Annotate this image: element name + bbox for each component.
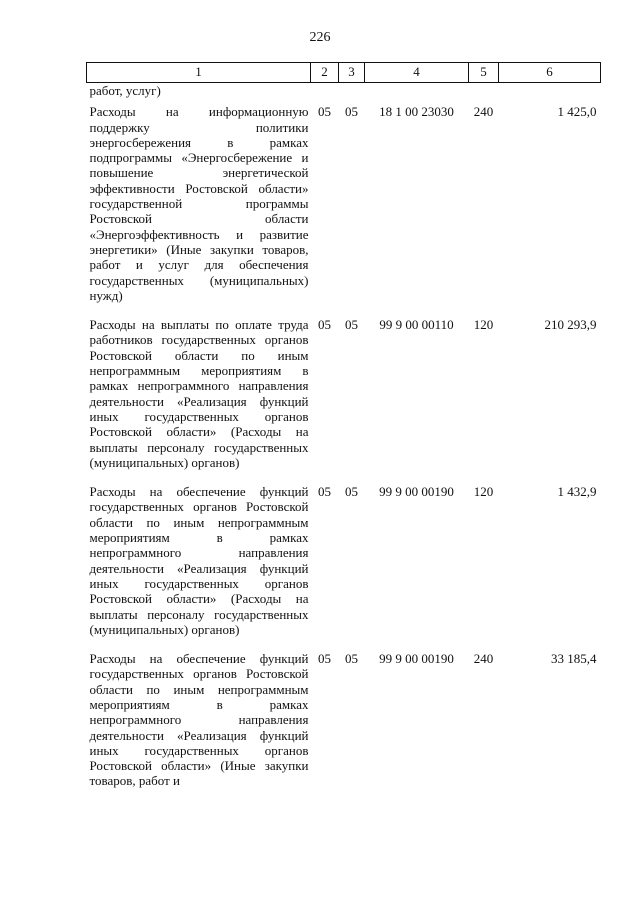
row-description: Расходы на обеспечение функций государственных органов Ростовской области по иным непрограммным мероприятиям в рамках непрограммного направления деятельности «Реализация функций иных государственных органов Ростовской области» (Расходы на выплаты персоналу государственных (муниципальных) органов): [89, 484, 309, 637]
row-amount: 33 185,4: [551, 651, 597, 667]
table-row: [87, 104, 601, 317]
header-cell-4: 4: [365, 63, 469, 83]
row-subsection: 05: [345, 317, 358, 333]
continuation-text: работ, услуг): [89, 83, 161, 98]
row-target-article: 99 9 00 00190: [379, 484, 454, 500]
row-subsection: 05: [345, 104, 358, 120]
continuation-row: [87, 83, 601, 105]
row-section: 05: [318, 104, 331, 120]
header-cell-5: 5: [469, 63, 499, 83]
row-amount: 1 432,9: [557, 484, 597, 500]
header-cell-6: 6: [499, 63, 601, 83]
row-expense-type: 240: [473, 104, 494, 120]
row-description: Расходы на информационную поддержку политики энергосбережения в рамках подпрограммы «Энергосбережение и повышение энергетической эффективности Ростовской области» государственной программы Ростовской области «Энергоэффективность и развитие энергетики» (Иные закупки товаров, работ и услуг для обеспечения государственных (муниципальных) нужд): [89, 104, 309, 303]
row-subsection: 05: [345, 651, 358, 667]
header-cell-1: 1: [87, 63, 311, 83]
row-target-article: 18 1 00 23030: [379, 104, 454, 120]
row-expense-type: 240: [473, 651, 494, 667]
row-expense-type: 120: [473, 317, 494, 333]
header-row: [87, 63, 601, 83]
row-description: Расходы на выплаты по оплате труда работников государственных органов Ростовской области по иным непрограммным мероприятиям в рамках непрограммного направления деятельности «Реализация функций иных государственных органов Ростовской области» (Расходы на выплаты персоналу государственных (муниципальных) органов): [89, 317, 309, 470]
header-cell-3: 3: [339, 63, 365, 83]
table-row: [87, 484, 601, 651]
row-amount: 210 293,9: [544, 317, 597, 333]
row-section: 05: [318, 484, 331, 500]
header-cell-2: 2: [311, 63, 339, 83]
row-description: Расходы на обеспечение функций государственных органов Ростовской области по иным непрограммным мероприятиям в рамках непрограммного направления деятельности «Реализация функций иных государственных органов Ростовской области» (Иные закупки товаров, работ и: [89, 651, 309, 789]
row-target-article: 99 9 00 00110: [379, 317, 454, 333]
page-number: 226: [309, 30, 331, 45]
row-expense-type: 120: [473, 484, 494, 500]
row-subsection: 05: [345, 484, 358, 500]
row-section: 05: [318, 651, 331, 667]
table-row: [87, 651, 601, 803]
budget-table: [86, 62, 601, 803]
row-target-article: 99 9 00 00190: [379, 651, 454, 667]
row-section: 05: [318, 317, 331, 333]
row-amount: 1 425,0: [557, 104, 597, 120]
table-row: [87, 317, 601, 484]
